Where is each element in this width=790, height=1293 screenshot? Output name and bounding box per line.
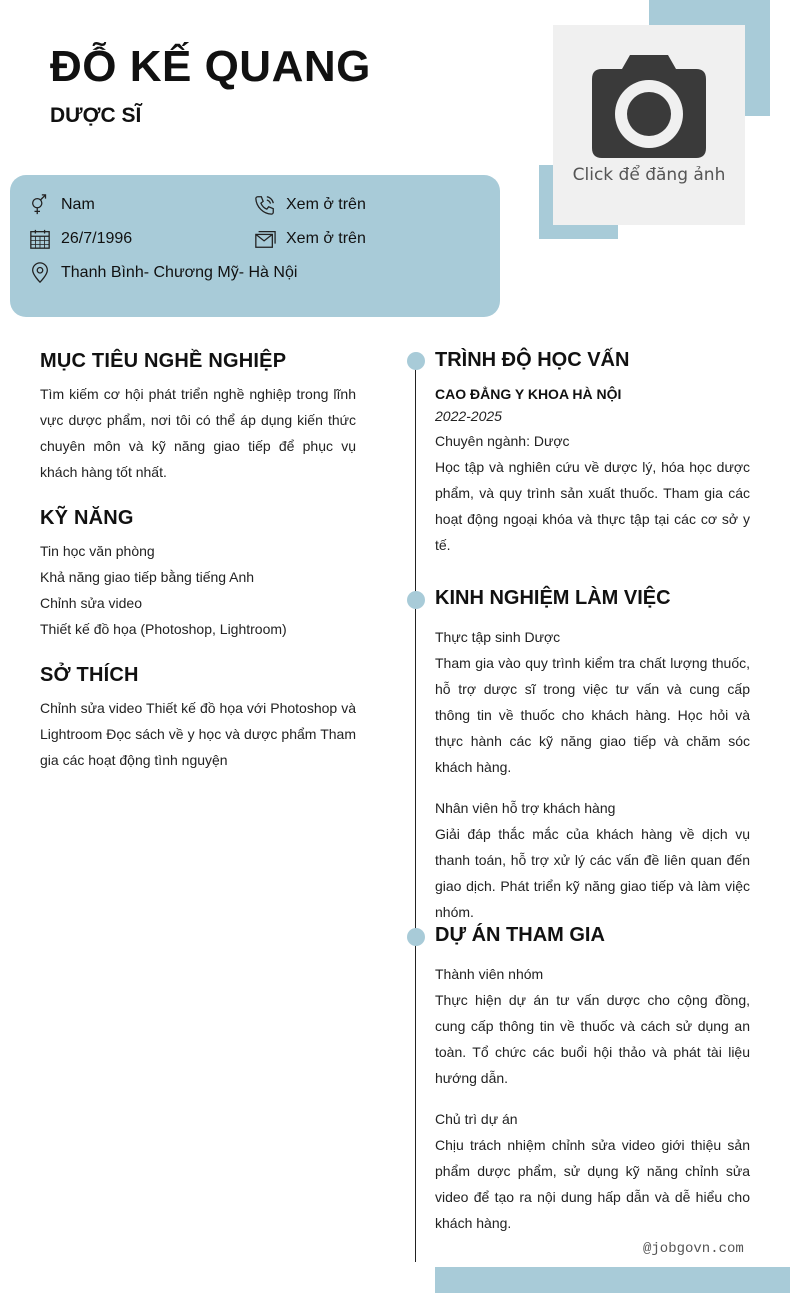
education-school: CAO ĐẲNG Y KHOA HÀ NỘI <box>435 386 622 402</box>
candidate-name: ĐỖ KẾ QUANG <box>50 42 371 91</box>
email-value: Xem ở trên <box>286 230 366 247</box>
projects-section <box>435 924 750 1236</box>
experience-position: Thực tập sinh Dược <box>435 629 561 645</box>
hobbies-text: Chỉnh sửa video Thiết kế đồ họa với Photoshop và Lightroom Đọc sách về y học và dược phẩm Tham gia các hoạt động tình nguyện <box>40 700 356 768</box>
skills-title: KỸ NĂNG <box>40 507 134 529</box>
project-description: Chịu trách nhiệm chỉnh sửa video giới thiệu sản phẩm dược phẩm, sử dụng kỹ năng chỉnh sửa video để tạo ra nội dung hấp dẫn và dễ hiểu cho khách hàng. <box>435 1137 750 1231</box>
photo-upload-area[interactable] <box>553 25 745 225</box>
hobbies-section <box>40 664 356 773</box>
timeline-dot-education <box>407 352 425 370</box>
phone-value: Xem ở trên <box>286 196 366 213</box>
experience-position: Nhân viên hỗ trợ khách hàng <box>435 800 616 816</box>
skill-item: Thiết kế đồ họa (Photoshop, Lightroom) <box>40 621 287 637</box>
education-title: TRÌNH ĐỘ HỌC VẤN <box>435 349 630 371</box>
experience-title: KINH NGHIỆM LÀM VIỆC <box>435 587 671 609</box>
camera-icon <box>592 55 706 158</box>
education-major: Chuyên ngành: Dược <box>435 433 570 449</box>
skills-section <box>40 507 356 642</box>
gender-icon <box>29 194 51 216</box>
mail-icon <box>254 228 276 250</box>
objective-title: MỤC TIÊU NGHỀ NGHIỆP <box>40 350 287 372</box>
project-role: Thành viên nhóm <box>435 966 544 982</box>
left-column <box>40 350 356 795</box>
project-role: Chủ trì dự án <box>435 1111 518 1127</box>
watermark-text: @jobgovn.com <box>643 1241 744 1257</box>
phone-icon <box>254 194 276 216</box>
education-description: Học tập và nghiên cứu về dược lý, hóa học dược phẩm, và quy trình sản xuất thuốc. Tham gia các hoạt động ngoại khóa và thực tập tại các cơ sở y tế. <box>435 459 750 553</box>
contact-email <box>254 228 366 250</box>
experience-section <box>435 587 750 925</box>
address-value: Thanh Bình- Chương Mỹ- Hà Nội <box>61 264 298 281</box>
contact-gender <box>29 194 95 216</box>
timeline-line <box>415 360 416 1262</box>
contact-phone <box>254 194 366 216</box>
timeline-dot-experience <box>407 591 425 609</box>
objective-section <box>40 350 356 485</box>
photo-upload-label: Click để đăng ảnh <box>572 165 726 185</box>
candidate-role: DƯỢC SĨ <box>50 104 142 127</box>
birthdate-value: 26/7/1996 <box>61 230 133 247</box>
project-description: Thực hiện dự án tư vấn dược cho cộng đồng, cung cấp thông tin về thuốc và cách sử dụng an toàn. Tổ chức các buổi hội thảo và phát tài liệu hướng dẫn. <box>435 992 750 1086</box>
contact-info-box <box>10 175 500 317</box>
location-pin-icon <box>29 262 51 284</box>
projects-title: DỰ ÁN THAM GIA <box>435 924 605 946</box>
education-period: 2022-2025 <box>435 408 502 424</box>
skill-item: Tin học văn phòng <box>40 543 155 559</box>
experience-description: Tham gia vào quy trình kiểm tra chất lượng thuốc, hỗ trợ dược sĩ trong việc tư vấn và cung cấp thông tin về thuốc cho khách hàng. Học hỏi và thực hành các kỹ năng giao tiếp và chăm sóc khách hàng. <box>435 655 750 775</box>
objective-text: Tìm kiếm cơ hội phát triển nghề nghiệp trong lĩnh vực dược phẩm, nơi tôi có thể áp dụng kiến thức chuyên môn và kỹ năng giao tiếp để phục vụ khách hàng tốt nhất. <box>40 386 356 480</box>
hobbies-title: SỞ THÍCH <box>40 664 139 686</box>
timeline-dot-projects <box>407 928 425 946</box>
education-section <box>435 349 750 558</box>
skill-item: Chỉnh sửa video <box>40 595 142 611</box>
gender-value: Nam <box>61 196 95 213</box>
calendar-icon <box>29 228 51 250</box>
experience-description: Giải đáp thắc mắc của khách hàng về dịch vụ thanh toán, hỗ trợ xử lý các vấn đề liên quan đến giao dịch. Phát triển kỹ năng giao tiếp và làm việc nhóm. <box>435 826 750 920</box>
skill-item: Khả năng giao tiếp bằng tiếng Anh <box>40 569 255 585</box>
decor-block-bottom <box>435 1267 790 1293</box>
contact-address <box>29 262 297 284</box>
contact-birthdate <box>29 228 132 250</box>
